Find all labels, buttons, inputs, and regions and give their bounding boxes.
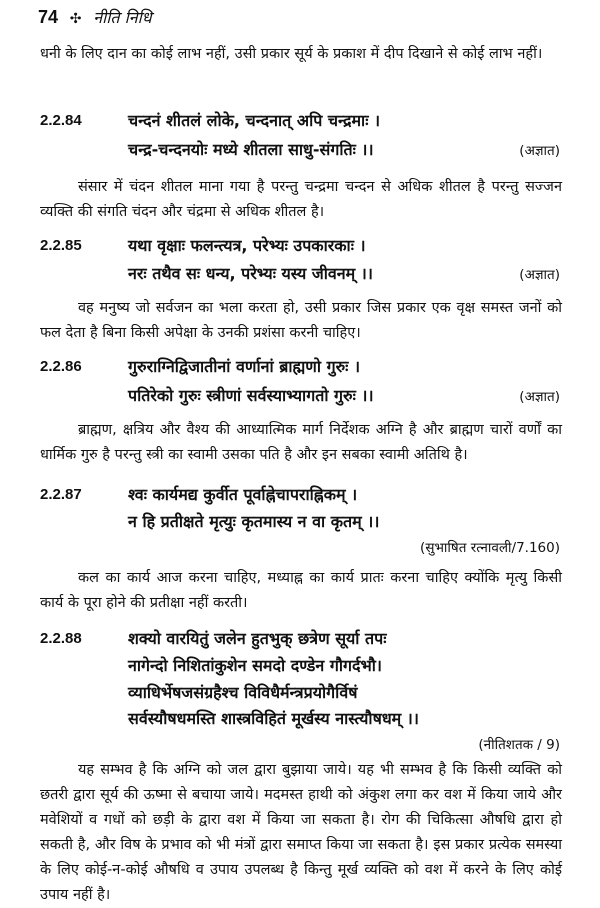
verse-meaning: ब्राह्मण, क्षत्रिय और वैश्य की आध्यात्मिक मार्ग निर्देशक अग्नि है और ब्राह्मण चारों वर्णों का धार्मिक गुरु है परन्तु स्त्री का स्वामी उसका पति है और इन सबका स्वामी अतिथि है। (40, 422, 562, 463)
verse-meaning: कल का कार्य आज करना चाहिए, मध्याह्न का कार्य प्रातः करना चाहिए क्योंकि मृत्यु किसी कार्य के पूरा होने की प्रतीक्षा नहीं करती। (40, 570, 562, 611)
verse-line: श्वः कार्यमद्य कुर्वीत पूर्वाह्नेचापराह्निकम् । (128, 485, 358, 504)
book-title: नीति निधि (93, 8, 152, 27)
ornament-icon: ✣ (69, 11, 82, 27)
verse-line: यथा वृक्षाः फलन्त्यत्र, परेभ्यः उपकारकाः । (128, 236, 366, 255)
intro-paragraph: धनी के लिए दान का कोई लाभ नहीं, उसी प्रकार सूर्य के प्रकाश में दीप दिखाने से कोई लाभ नहीं। (40, 46, 543, 62)
verse-number: 2.2.84 (40, 112, 82, 129)
verse-line: चन्द्र-चन्दनयोः मध्ये शीतला साधु-संगतिः ।। (128, 140, 374, 159)
verse-line: पतिरेको गुरुः स्त्रीणां सर्वस्याभ्यागतो गुरुः ।। (128, 386, 374, 405)
verse-source: (सुभाषित रत्नावली/7.160) (420, 540, 560, 556)
verse-source: (अज्ञात) (519, 143, 560, 159)
verse-source: (नीतिशतक / 9) (478, 737, 560, 753)
verse-number: 2.2.85 (40, 237, 82, 254)
verse-number: 2.2.87 (40, 486, 82, 503)
verse-line: सर्वस्यौषधमस्ति शास्त्रविहितं मूर्खस्य नास्त्यौषधम् ।। (128, 709, 419, 728)
verse-number: 2.2.88 (40, 630, 82, 647)
page-number: 74 (38, 7, 59, 27)
verse-line: न हि प्रतीक्षते मृत्युः कृतमास्य न वा कृतम् ।। (128, 512, 380, 531)
verse-line: व्याधिर्भेषजसंग्रहैश्च विविधैर्मन्त्रप्रयोगैर्विषं (128, 683, 358, 702)
verse-line: शक्यो वारयितुं जलेन हुतभुक् छत्रेण सूर्या तपः (128, 629, 387, 648)
verse-line: चन्दनं शीतलं लोके, चन्दनात् अपि चन्द्रमाः । (128, 111, 381, 130)
verse-number: 2.2.86 (40, 358, 82, 375)
verse-line: गुरुराग्निद्विजातीनां वर्णानां ब्राह्मणो गुरुः । (128, 357, 361, 376)
verse-source: (अज्ञात) (519, 389, 560, 405)
verse-meaning: वह मनुष्य जो सर्वजन का भला करता हो, उसी प्रकार जिस प्रकार एक वृक्ष समस्त जनों को फल देता है बिना किसी अपेक्षा के उनकी प्रशंसा करनी चाहिए। (40, 300, 562, 341)
verse-line: नागेन्दो निशितांकुशेन समदो दण्डेन गौगर्दभौ। (128, 656, 382, 675)
verse-source: (अज्ञात) (519, 267, 560, 283)
verse-meaning: यह सम्भव है कि अग्नि को जल द्वारा बुझाया जाये। यह भी सम्भव है कि किसी व्यक्ति को छतरी द्वारा सूर्य की ऊष्मा से बचाया जाये। मदमस्त हाथी को अंकुश लगा कर वश में किया जाये और मवेशियों व गधों को छड़ी के द्वारा वश में किया जा सकता है। रोग की चिकित्सा औषधि द्वारा हो सकती है, और विष के प्रभाव को भी मंत्रों द्वारा समाप्त किया जा सकता है। इस प्रकार प्रत्येक समस्या के लिए कोई-न-कोई औषधि व उपाय उपलब्ध है किन्तु मूर्ख व्यक्ति को वश में करने के लिए कोई उपाय नहीं है। (40, 762, 562, 903)
verse-meaning: संसार में चंदन शीतल माना गया है परन्तु चन्द्रमा चन्दन से अधिक शीतल है परन्तु सज्जन व्यक्ति की संगति चंदन और चंद्रमा से अधिक शीतल है। (40, 179, 562, 220)
verse-line: नरः तथैव सः धन्य, परेभ्यः यस्य जीवनम् ।। (128, 264, 373, 283)
running-header (38, 6, 152, 30)
